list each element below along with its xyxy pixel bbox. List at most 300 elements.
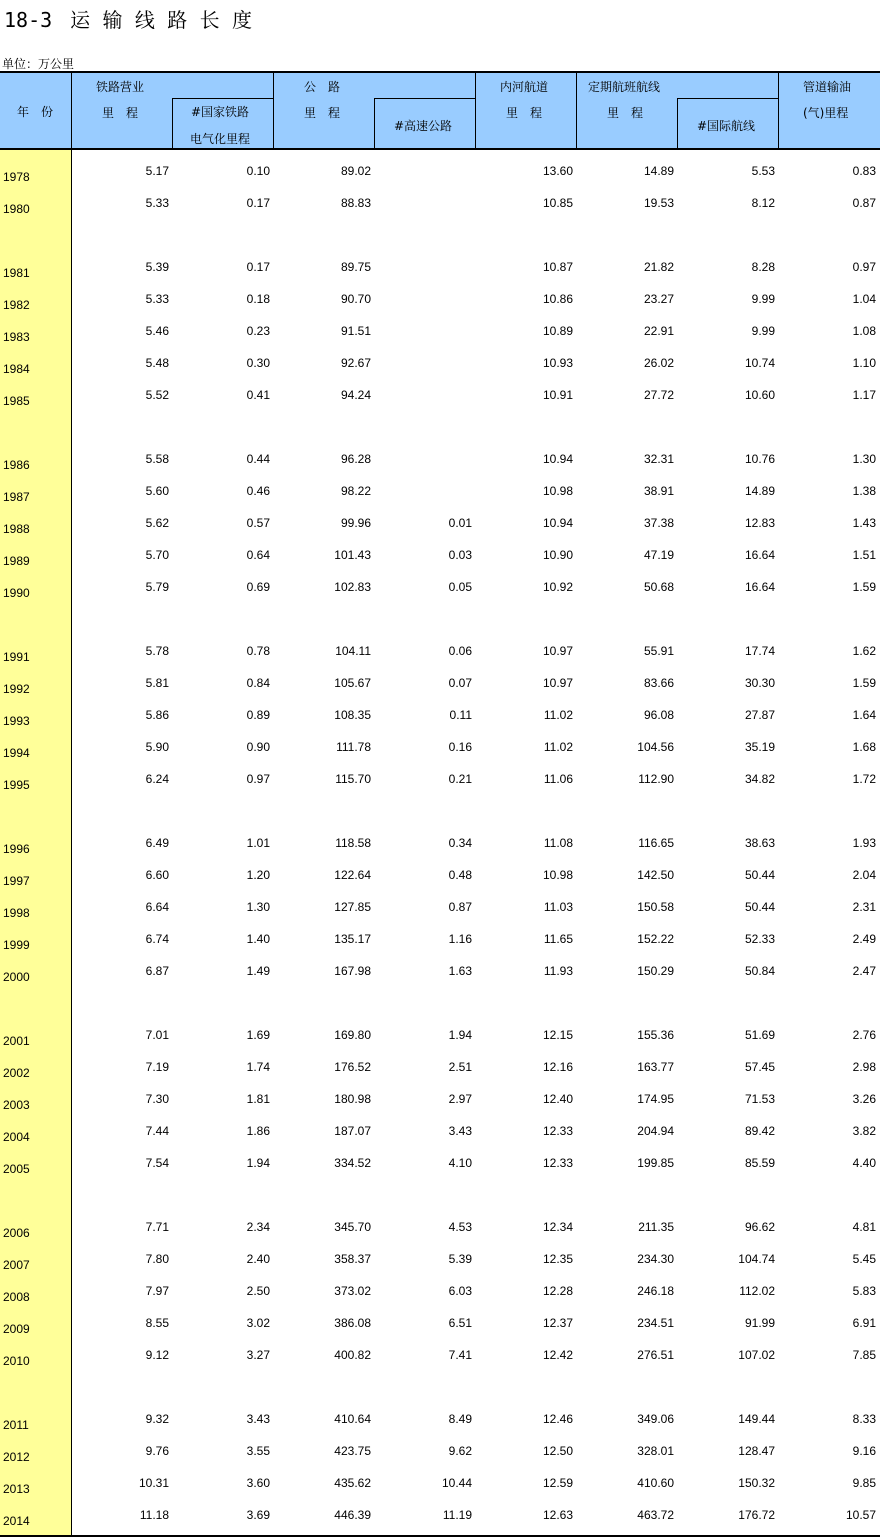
intl-cell: 35.19 [744, 740, 775, 754]
road-cell: 108.35 [334, 708, 371, 722]
inland-cell: 12.33 [542, 1156, 573, 1170]
road-cell: 187.07 [334, 1124, 371, 1138]
air-cell: 142.50 [637, 868, 674, 882]
year-cell: 1980 [3, 202, 30, 216]
table-row [0, 379, 880, 411]
table-bottom-border [0, 1535, 880, 1537]
inland-cell: 12.28 [542, 1284, 573, 1298]
header-inland-top: 内河航道 [500, 80, 549, 94]
road-cell: 115.70 [335, 772, 371, 786]
elec-cell: 3.43 [246, 1412, 270, 1426]
header-rail-elec-2: 电气化里程 [190, 132, 251, 146]
intl-cell: 9.99 [751, 292, 775, 306]
expr-cell: 1.16 [448, 932, 472, 946]
year-cell: 2000 [3, 970, 30, 984]
road-cell: 102.83 [334, 580, 371, 594]
table-row [0, 155, 880, 187]
intl-cell: 50.44 [744, 900, 775, 914]
expr-cell [375, 283, 472, 315]
header-rail-top: 铁路营业 [96, 80, 145, 94]
col-divider [374, 98, 375, 150]
inland-cell: 12.50 [542, 1444, 573, 1458]
table-row [0, 1403, 880, 1435]
air-cell: 14.89 [643, 164, 674, 178]
road-cell: 89.75 [340, 260, 371, 274]
intl-cell: 10.76 [744, 452, 775, 466]
expr-cell [375, 251, 472, 283]
air-cell: 150.29 [637, 964, 674, 978]
intl-cell: 50.84 [744, 964, 775, 978]
col-divider [778, 71, 779, 150]
year-cell: 1997 [3, 874, 30, 888]
table-row [0, 1211, 880, 1243]
elec-cell: 0.46 [246, 484, 270, 498]
inland-cell: 12.34 [542, 1220, 573, 1234]
expr-cell: 0.48 [448, 868, 472, 882]
air-cell: 104.56 [637, 740, 674, 754]
air-cell: 150.58 [637, 900, 674, 914]
table-row [0, 827, 880, 859]
year-cell: 2011 [3, 1418, 29, 1432]
expr-cell: 4.53 [448, 1220, 472, 1234]
intl-cell: 16.64 [744, 548, 775, 562]
table-row [0, 731, 880, 763]
year-cell: 1989 [3, 554, 30, 568]
rail-cell: 7.54 [145, 1156, 169, 1170]
inland-cell: 10.93 [542, 356, 573, 370]
inland-cell: 12.37 [542, 1316, 573, 1330]
inland-cell: 10.87 [542, 260, 573, 274]
air-cell: 234.30 [637, 1252, 674, 1266]
air-cell: 22.91 [643, 324, 674, 338]
table-row [0, 859, 880, 891]
rail-cell: 5.62 [145, 516, 169, 530]
air-cell: 83.66 [643, 676, 674, 690]
intl-cell: 51.69 [744, 1028, 775, 1042]
inland-cell: 12.40 [542, 1092, 573, 1106]
intl-cell: 149.44 [738, 1412, 775, 1426]
table-title: 运 输 线 路 长 度 [70, 8, 255, 32]
inland-cell: 11.03 [543, 900, 573, 914]
expr-cell: 0.07 [448, 676, 472, 690]
inland-cell: 10.97 [542, 644, 573, 658]
header-rail-elec-1: #国家铁路 [191, 105, 250, 119]
air-cell: 112.90 [638, 772, 674, 786]
pipe-cell: 0.97 [852, 260, 876, 274]
year-cell: 2013 [3, 1482, 30, 1496]
year-cell: 2012 [3, 1450, 30, 1464]
intl-cell: 5.53 [751, 164, 775, 178]
inland-cell: 10.98 [542, 484, 573, 498]
road-cell: 88.83 [340, 196, 371, 210]
elec-cell: 1.49 [246, 964, 270, 978]
intl-cell: 16.64 [744, 580, 775, 594]
intl-cell: 89.42 [744, 1124, 775, 1138]
header-road-top: 公 路 [304, 80, 341, 94]
table-number: 18-3 [4, 8, 53, 32]
rail-cell: 5.46 [145, 324, 169, 338]
table-row [0, 1467, 880, 1499]
page-title [4, 4, 255, 33]
elec-cell: 1.20 [246, 868, 270, 882]
rail-cell: 8.55 [145, 1316, 169, 1330]
expr-cell: 8.49 [448, 1412, 472, 1426]
table-row [0, 507, 880, 539]
pipe-cell: 2.49 [852, 932, 876, 946]
pipe-cell: 6.91 [852, 1316, 876, 1330]
elec-cell: 1.40 [246, 932, 270, 946]
header-year: 年 份 [17, 105, 54, 119]
pipe-cell: 1.10 [852, 356, 876, 370]
year-cell: 1995 [3, 778, 30, 792]
air-cell: 152.22 [637, 932, 674, 946]
expr-cell [375, 379, 472, 411]
elec-cell: 0.97 [246, 772, 270, 786]
expr-cell: 9.62 [448, 1444, 472, 1458]
rail-cell: 7.71 [145, 1220, 169, 1234]
pipe-cell: 2.31 [852, 900, 876, 914]
intl-cell: 30.30 [744, 676, 775, 690]
data-table [0, 71, 880, 1537]
inland-cell: 11.65 [543, 932, 573, 946]
pipe-cell: 2.04 [852, 868, 876, 882]
inland-cell: 10.91 [542, 388, 573, 402]
expr-cell: 0.34 [448, 836, 472, 850]
table-row [0, 1083, 880, 1115]
table-row [0, 1275, 880, 1307]
year-cell: 2006 [3, 1226, 30, 1240]
elec-cell: 2.40 [246, 1252, 270, 1266]
road-cell: 358.37 [334, 1252, 371, 1266]
air-cell: 38.91 [643, 484, 674, 498]
pipe-cell: 1.59 [852, 676, 876, 690]
road-cell: 122.64 [334, 868, 371, 882]
header-inland-mileage: 里 程 [506, 106, 543, 120]
inland-cell: 12.33 [542, 1124, 573, 1138]
pipe-cell: 1.08 [852, 324, 876, 338]
air-cell: 21.82 [643, 260, 674, 274]
pipe-cell: 1.72 [852, 772, 876, 786]
pipe-cell: 0.83 [852, 164, 876, 178]
expr-cell: 0.03 [448, 548, 472, 562]
elec-cell: 1.69 [246, 1028, 270, 1042]
inland-cell: 12.63 [542, 1508, 573, 1522]
intl-cell: 104.74 [738, 1252, 775, 1266]
air-cell: 37.38 [643, 516, 674, 530]
intl-cell: 50.44 [744, 868, 775, 882]
air-cell: 276.51 [637, 1348, 674, 1362]
rail-cell: 6.60 [145, 868, 169, 882]
col-divider [475, 71, 476, 150]
road-cell: 176.52 [334, 1060, 371, 1074]
elec-cell: 0.90 [246, 740, 270, 754]
header-subline [374, 98, 475, 99]
expr-cell [375, 187, 472, 219]
elec-cell: 0.18 [246, 292, 270, 306]
rail-cell: 6.24 [145, 772, 169, 786]
road-cell: 127.85 [334, 900, 371, 914]
header-air-mileage: 里 程 [607, 106, 644, 120]
pipe-cell: 1.59 [852, 580, 876, 594]
elec-cell: 3.69 [246, 1508, 270, 1522]
inland-cell: 10.92 [542, 580, 573, 594]
elec-cell: 0.23 [246, 324, 270, 338]
unit-label: 单位：万公里 [2, 57, 75, 71]
pipe-cell: 1.68 [852, 740, 876, 754]
rail-cell: 10.31 [138, 1476, 169, 1490]
air-cell: 163.77 [637, 1060, 674, 1074]
expr-cell: 4.10 [448, 1156, 472, 1170]
year-cell: 1983 [3, 330, 30, 344]
inland-cell: 10.89 [542, 324, 573, 338]
elec-cell: 0.64 [246, 548, 270, 562]
expr-cell: 5.39 [448, 1252, 472, 1266]
rail-cell: 5.81 [145, 676, 169, 690]
inland-cell: 12.42 [542, 1348, 573, 1362]
elec-cell: 0.57 [246, 516, 270, 530]
elec-cell: 1.30 [246, 900, 270, 914]
expr-cell [375, 347, 472, 379]
table-row [0, 1435, 880, 1467]
elec-cell: 2.34 [246, 1220, 270, 1234]
air-cell: 463.72 [637, 1508, 674, 1522]
year-cell: 1990 [3, 586, 30, 600]
air-cell: 155.36 [637, 1028, 674, 1042]
elec-cell: 0.44 [246, 452, 270, 466]
col-divider [576, 71, 577, 150]
road-cell: 446.39 [334, 1508, 371, 1522]
intl-cell: 27.87 [744, 708, 775, 722]
air-cell: 349.06 [637, 1412, 674, 1426]
rail-cell: 5.48 [145, 356, 169, 370]
elec-cell: 1.81 [246, 1092, 270, 1106]
table-row [0, 443, 880, 475]
header-road-mileage: 里 程 [304, 106, 341, 120]
table-row [0, 315, 880, 347]
inland-cell: 10.98 [542, 868, 573, 882]
expr-cell: 0.06 [448, 644, 472, 658]
table-row [0, 923, 880, 955]
rail-cell: 5.86 [145, 708, 169, 722]
pipe-cell: 1.17 [852, 388, 876, 402]
intl-cell: 57.45 [744, 1060, 775, 1074]
elec-cell: 0.30 [246, 356, 270, 370]
elec-cell: 0.78 [246, 644, 270, 658]
pipe-cell: 5.45 [852, 1252, 876, 1266]
inland-cell: 12.16 [542, 1060, 573, 1074]
intl-cell: 128.47 [738, 1444, 775, 1458]
pipe-cell: 10.57 [845, 1508, 876, 1522]
elec-cell: 2.50 [246, 1284, 270, 1298]
intl-cell: 17.74 [744, 644, 775, 658]
year-cell: 2014 [3, 1514, 30, 1528]
pipe-cell: 5.83 [852, 1284, 876, 1298]
elec-cell: 3.27 [246, 1348, 270, 1362]
pipe-cell: 2.47 [852, 964, 876, 978]
inland-cell: 12.46 [542, 1412, 573, 1426]
pipe-cell: 1.64 [852, 708, 876, 722]
intl-cell: 85.59 [744, 1156, 775, 1170]
year-cell: 2001 [3, 1034, 30, 1048]
header-subline [677, 98, 778, 99]
header-pipe-1: 管道输油 [803, 80, 852, 94]
table-row [0, 1147, 880, 1179]
table-row [0, 891, 880, 923]
rail-cell: 6.64 [145, 900, 169, 914]
inland-cell: 12.59 [542, 1476, 573, 1490]
table-row [0, 1339, 880, 1371]
rail-cell: 7.19 [145, 1060, 169, 1074]
year-cell: 1992 [3, 682, 30, 696]
year-cell: 2007 [3, 1258, 30, 1272]
inland-cell: 13.60 [542, 164, 573, 178]
expr-cell: 1.63 [448, 964, 472, 978]
intl-cell: 96.62 [744, 1220, 775, 1234]
inland-cell: 11.02 [543, 740, 573, 754]
road-cell: 334.52 [334, 1156, 371, 1170]
intl-cell: 150.32 [738, 1476, 775, 1490]
header-expressway: #高速公路 [394, 119, 453, 133]
inland-cell: 10.97 [542, 676, 573, 690]
air-cell: 234.51 [637, 1316, 674, 1330]
intl-cell: 52.33 [744, 932, 775, 946]
intl-cell: 38.63 [744, 836, 775, 850]
road-cell: 98.22 [340, 484, 371, 498]
road-cell: 400.82 [334, 1348, 371, 1362]
year-cell: 2005 [3, 1162, 30, 1176]
intl-cell: 10.60 [744, 388, 775, 402]
header-subline [172, 98, 273, 99]
pipe-cell: 1.30 [852, 452, 876, 466]
air-cell: 26.02 [643, 356, 674, 370]
intl-cell: 8.12 [751, 196, 775, 210]
road-cell: 345.70 [334, 1220, 371, 1234]
expr-cell: 0.01 [448, 516, 472, 530]
expr-cell [375, 155, 472, 187]
expr-cell: 0.87 [448, 900, 472, 914]
table-row [0, 955, 880, 987]
expr-cell: 1.94 [448, 1028, 472, 1042]
rail-cell: 5.33 [145, 196, 169, 210]
year-cell: 1986 [3, 458, 30, 472]
pipe-cell: 4.40 [852, 1156, 876, 1170]
expr-cell [375, 475, 472, 507]
pipe-cell: 8.33 [852, 1412, 876, 1426]
pipe-cell: 2.98 [852, 1060, 876, 1074]
table-row [0, 347, 880, 379]
air-cell: 47.19 [643, 548, 674, 562]
header-rail-mileage: 里 程 [102, 106, 139, 120]
road-cell: 96.28 [340, 452, 371, 466]
year-cell: 1991 [3, 650, 30, 664]
intl-cell: 91.99 [744, 1316, 775, 1330]
table-row [0, 187, 880, 219]
intl-cell: 12.83 [744, 516, 775, 530]
air-cell: 23.27 [643, 292, 674, 306]
year-cell: 1993 [3, 714, 30, 728]
header-pipe-2: (气)里程 [803, 106, 849, 120]
air-cell: 246.18 [637, 1284, 674, 1298]
rail-cell: 5.58 [145, 452, 169, 466]
air-cell: 32.31 [643, 452, 674, 466]
intl-cell: 107.02 [738, 1348, 775, 1362]
rail-cell: 5.17 [145, 164, 169, 178]
rail-cell: 9.32 [145, 1412, 169, 1426]
road-cell: 89.02 [340, 164, 371, 178]
road-cell: 99.96 [340, 516, 371, 530]
air-cell: 116.65 [638, 836, 674, 850]
rail-cell: 9.76 [145, 1444, 169, 1458]
inland-cell: 10.94 [542, 516, 573, 530]
elec-cell: 1.01 [246, 836, 270, 850]
road-cell: 135.17 [334, 932, 371, 946]
year-cell: 1996 [3, 842, 30, 856]
year-cell: 2008 [3, 1290, 30, 1304]
pipe-cell: 1.93 [852, 836, 876, 850]
intl-cell: 71.53 [744, 1092, 775, 1106]
table-row [0, 475, 880, 507]
rail-cell: 7.97 [145, 1284, 169, 1298]
inland-cell: 11.02 [543, 708, 573, 722]
inland-cell: 11.08 [543, 836, 573, 850]
table-row [0, 1307, 880, 1339]
inland-cell: 11.93 [543, 964, 573, 978]
table-row [0, 635, 880, 667]
elec-cell: 3.55 [246, 1444, 270, 1458]
pipe-cell: 9.85 [852, 1476, 876, 1490]
table-row [0, 539, 880, 571]
air-cell: 27.72 [643, 388, 674, 402]
pipe-cell: 3.82 [852, 1124, 876, 1138]
table-row [0, 283, 880, 315]
expr-cell: 6.03 [448, 1284, 472, 1298]
pipe-cell: 2.76 [852, 1028, 876, 1042]
elec-cell: 0.84 [246, 676, 270, 690]
year-cell: 2010 [3, 1354, 30, 1368]
table-row [0, 1499, 880, 1531]
year-cell: 1978 [3, 170, 30, 184]
elec-cell: 3.60 [246, 1476, 270, 1490]
pipe-cell: 1.38 [852, 484, 876, 498]
table-row [0, 571, 880, 603]
year-cell: 1994 [3, 746, 30, 760]
expr-cell: 6.51 [448, 1316, 472, 1330]
elec-cell: 0.17 [246, 260, 270, 274]
road-cell: 90.70 [340, 292, 371, 306]
pipe-cell: 1.51 [852, 548, 876, 562]
air-cell: 19.53 [643, 196, 674, 210]
inland-cell: 11.06 [543, 772, 573, 786]
expr-cell: 0.16 [448, 740, 472, 754]
table-row [0, 1051, 880, 1083]
air-cell: 211.35 [638, 1220, 674, 1234]
elec-cell: 3.02 [246, 1316, 270, 1330]
year-cell: 1982 [3, 298, 30, 312]
rail-cell: 11.18 [139, 1508, 169, 1522]
expr-cell [375, 315, 472, 347]
rail-cell: 5.70 [145, 548, 169, 562]
road-cell: 167.98 [334, 964, 371, 978]
rail-cell: 5.52 [145, 388, 169, 402]
elec-cell: 1.74 [246, 1060, 270, 1074]
inland-cell: 10.86 [542, 292, 573, 306]
road-cell: 104.11 [335, 644, 371, 658]
road-cell: 180.98 [334, 1092, 371, 1106]
road-cell: 373.02 [334, 1284, 371, 1298]
road-cell: 435.62 [334, 1476, 371, 1490]
year-cell: 1985 [3, 394, 30, 408]
table-row [0, 1019, 880, 1051]
